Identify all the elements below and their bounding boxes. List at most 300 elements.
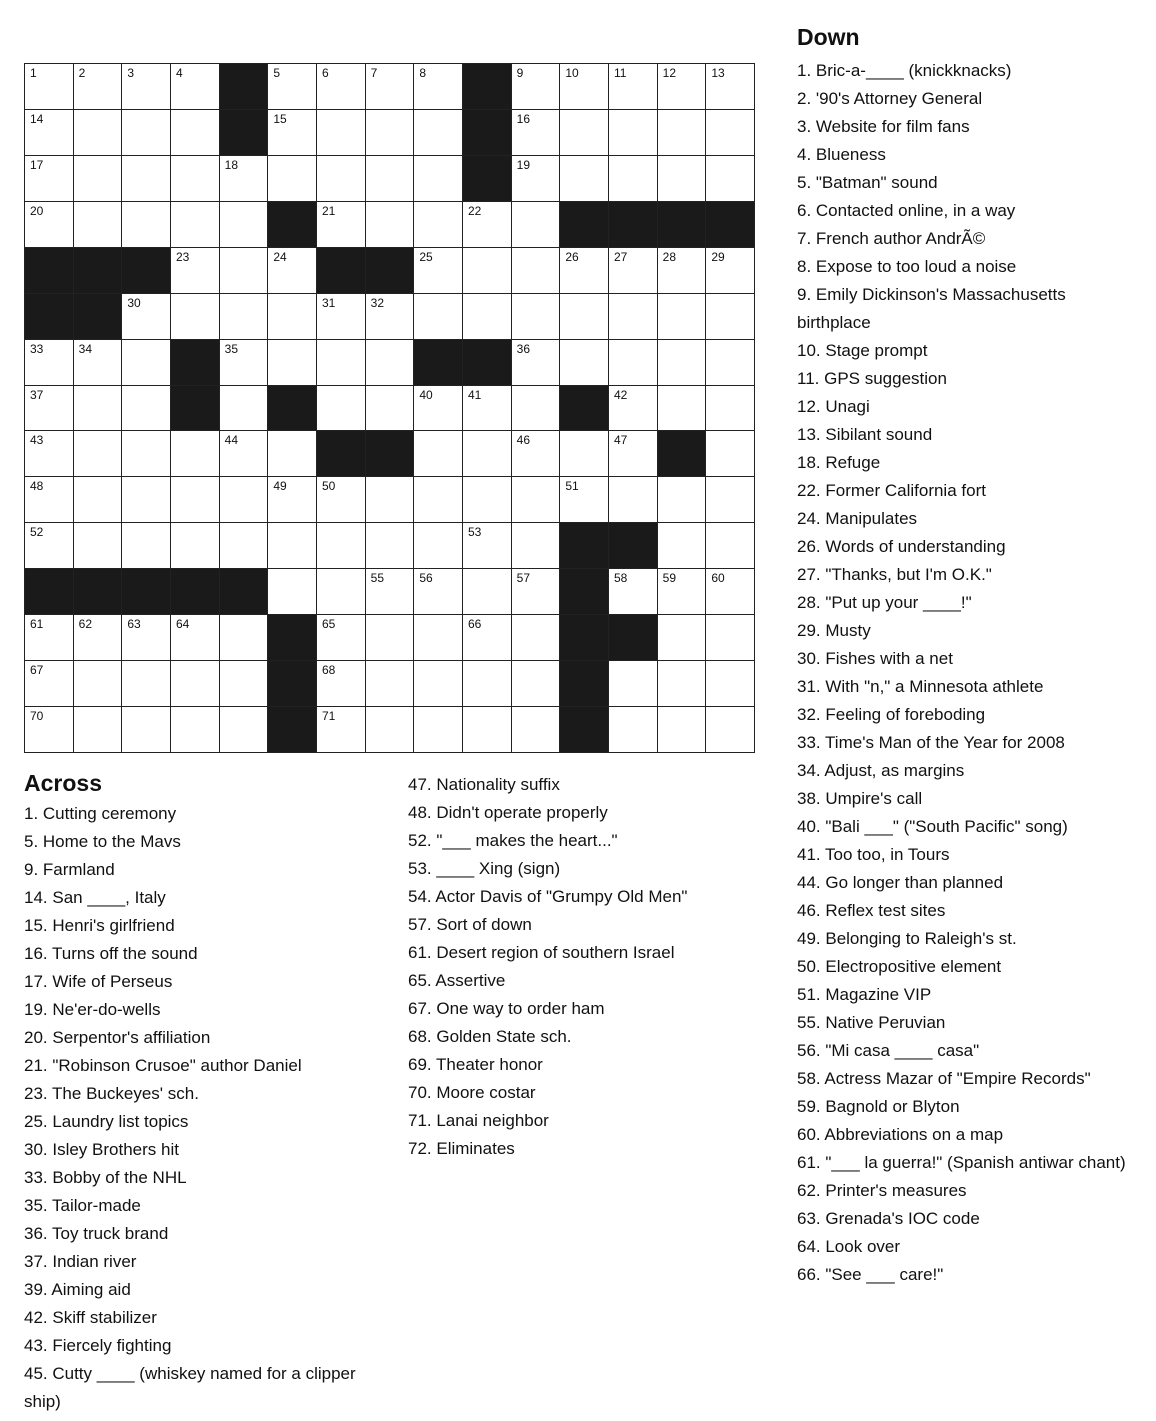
grid-cell[interactable] bbox=[658, 110, 707, 156]
grid-cell[interactable] bbox=[658, 386, 707, 432]
grid-cell[interactable] bbox=[366, 340, 415, 386]
grid-cell[interactable] bbox=[268, 64, 317, 110]
grid-cell[interactable] bbox=[122, 661, 171, 707]
crossword-grid bbox=[24, 63, 755, 753]
cell-number: 44 bbox=[224, 433, 239, 448]
black-square bbox=[220, 110, 269, 156]
black-square bbox=[463, 64, 512, 110]
grid-cell[interactable] bbox=[317, 202, 366, 248]
black-square bbox=[268, 615, 317, 661]
grid-cell[interactable] bbox=[171, 202, 220, 248]
grid-cell[interactable] bbox=[366, 523, 415, 569]
clue-item: 64. Look over bbox=[797, 1237, 901, 1256]
grid-cell[interactable] bbox=[414, 202, 463, 248]
grid-cell[interactable] bbox=[512, 156, 561, 202]
grid-cell[interactable] bbox=[706, 294, 755, 340]
grid-cell[interactable] bbox=[317, 156, 366, 202]
grid-cell[interactable] bbox=[74, 340, 123, 386]
grid-cell[interactable] bbox=[512, 294, 561, 340]
black-square bbox=[171, 569, 220, 615]
grid-cell[interactable] bbox=[74, 707, 123, 753]
grid-cell[interactable] bbox=[560, 156, 609, 202]
cell-number: 51 bbox=[565, 479, 579, 494]
grid-cell[interactable] bbox=[560, 294, 609, 340]
grid-cell[interactable] bbox=[220, 615, 269, 661]
down-heading: Down bbox=[797, 24, 860, 50]
clue-item: 21. "Robinson Crusoe" author Daniel bbox=[24, 1056, 302, 1075]
grid-cell[interactable] bbox=[317, 340, 366, 386]
clue-item: 17. Wife of Perseus bbox=[24, 972, 173, 991]
cell-number: 11 bbox=[614, 66, 627, 80]
grid-cell[interactable] bbox=[171, 707, 220, 753]
grid-cell[interactable] bbox=[609, 110, 658, 156]
clue-item: 53. ____ Xing (sign) bbox=[408, 859, 561, 878]
grid-cell[interactable] bbox=[609, 340, 658, 386]
grid-cell[interactable] bbox=[25, 477, 74, 523]
grid-cell[interactable] bbox=[658, 156, 707, 202]
grid-cell[interactable] bbox=[366, 477, 415, 523]
clue-item: 10. Stage prompt bbox=[797, 341, 928, 360]
grid-cell[interactable] bbox=[366, 110, 415, 156]
grid-cell[interactable] bbox=[414, 248, 463, 294]
grid-cell[interactable] bbox=[414, 523, 463, 569]
grid-cell[interactable] bbox=[414, 569, 463, 615]
grid-cell[interactable] bbox=[463, 707, 512, 753]
grid-cell[interactable] bbox=[463, 248, 512, 294]
clue-item: 7. French author AndrÃ© bbox=[797, 229, 986, 248]
grid-cell[interactable] bbox=[268, 431, 317, 477]
black-square bbox=[171, 340, 220, 386]
grid-cell[interactable] bbox=[220, 477, 269, 523]
grid-cell[interactable] bbox=[25, 156, 74, 202]
black-square bbox=[25, 248, 74, 294]
grid-cell[interactable] bbox=[171, 477, 220, 523]
cell-number: 4 bbox=[176, 66, 183, 80]
grid-cell[interactable] bbox=[25, 707, 74, 753]
grid-cell[interactable] bbox=[268, 294, 317, 340]
grid-cell[interactable] bbox=[220, 661, 269, 707]
clue-item: 35. Tailor-made bbox=[24, 1196, 141, 1215]
black-square bbox=[560, 707, 609, 753]
grid-cell[interactable] bbox=[25, 110, 74, 156]
black-square bbox=[317, 431, 366, 477]
grid-cell[interactable] bbox=[560, 340, 609, 386]
cell-number: 65 bbox=[322, 617, 336, 632]
grid-cell[interactable] bbox=[268, 569, 317, 615]
clue-item: 43. Fiercely fighting bbox=[24, 1336, 172, 1355]
black-square bbox=[414, 340, 463, 386]
clue-item: 25. Laundry list topics bbox=[24, 1112, 189, 1131]
grid-cell[interactable] bbox=[366, 569, 415, 615]
black-square bbox=[366, 431, 415, 477]
grid-cell[interactable] bbox=[463, 202, 512, 248]
black-square bbox=[74, 569, 123, 615]
grid-cell[interactable] bbox=[609, 661, 658, 707]
grid-cell[interactable] bbox=[706, 156, 755, 202]
grid-cell[interactable] bbox=[658, 615, 707, 661]
cell-number: 52 bbox=[30, 525, 44, 540]
grid-cell[interactable] bbox=[74, 523, 123, 569]
grid-cell[interactable] bbox=[74, 156, 123, 202]
clue-item: 33. Bobby of the NHL bbox=[24, 1168, 187, 1187]
grid-cell[interactable] bbox=[658, 569, 707, 615]
clue-item: 19. Ne'er-do-wells bbox=[24, 1000, 161, 1019]
clue-item: 14. San ____, Italy bbox=[24, 888, 166, 907]
grid-cell[interactable] bbox=[74, 431, 123, 477]
grid-cell[interactable] bbox=[317, 110, 366, 156]
grid-cell[interactable] bbox=[414, 110, 463, 156]
clue-item: 47. Nationality suffix bbox=[408, 775, 560, 794]
grid-cell[interactable] bbox=[512, 64, 561, 110]
grid-cell[interactable] bbox=[25, 386, 74, 432]
grid-cell[interactable] bbox=[171, 156, 220, 202]
grid-cell[interactable] bbox=[560, 431, 609, 477]
grid-cell[interactable] bbox=[463, 294, 512, 340]
grid-cell[interactable] bbox=[609, 64, 658, 110]
grid-cell[interactable] bbox=[512, 523, 561, 569]
grid-cell[interactable] bbox=[122, 615, 171, 661]
cell-number: 50 bbox=[322, 479, 336, 494]
grid-cell[interactable] bbox=[74, 661, 123, 707]
grid-cell[interactable] bbox=[366, 661, 415, 707]
grid-cell[interactable] bbox=[463, 523, 512, 569]
clue-item: 32. Feeling of foreboding bbox=[797, 705, 986, 724]
grid-cell[interactable] bbox=[220, 431, 269, 477]
grid-cell[interactable] bbox=[706, 386, 755, 432]
grid-cell[interactable] bbox=[122, 156, 171, 202]
cell-number: 24 bbox=[273, 249, 287, 264]
grid-cell[interactable] bbox=[366, 202, 415, 248]
clue-item: 20. Serpentor's affiliation bbox=[24, 1028, 211, 1047]
grid-cell[interactable] bbox=[658, 707, 707, 753]
grid-cell[interactable] bbox=[463, 615, 512, 661]
grid-cell[interactable] bbox=[366, 294, 415, 340]
grid-cell[interactable] bbox=[122, 431, 171, 477]
grid-cell[interactable] bbox=[706, 661, 755, 707]
grid-cell[interactable] bbox=[658, 248, 707, 294]
cell-number: 33 bbox=[30, 341, 44, 356]
grid-cell[interactable] bbox=[171, 248, 220, 294]
grid-cell[interactable] bbox=[317, 707, 366, 753]
grid-cell[interactable] bbox=[609, 707, 658, 753]
grid-cell[interactable] bbox=[609, 431, 658, 477]
cell-number: 40 bbox=[419, 387, 433, 402]
black-square bbox=[268, 386, 317, 432]
grid-cell[interactable] bbox=[268, 477, 317, 523]
grid-cell[interactable] bbox=[268, 523, 317, 569]
grid-cell[interactable] bbox=[706, 523, 755, 569]
grid-cell[interactable] bbox=[414, 661, 463, 707]
grid-cell[interactable] bbox=[512, 110, 561, 156]
grid-cell[interactable] bbox=[220, 202, 269, 248]
grid-cell[interactable] bbox=[414, 156, 463, 202]
clue-item: 30. Isley Brothers hit bbox=[24, 1140, 179, 1159]
clue-item: 71. Lanai neighbor bbox=[408, 1111, 549, 1130]
grid-cell[interactable] bbox=[658, 477, 707, 523]
clue-item: 56. "Mi casa ____ casa" bbox=[797, 1041, 980, 1060]
grid-cell[interactable] bbox=[25, 202, 74, 248]
cell-number: 7 bbox=[370, 66, 378, 80]
cell-number: 27 bbox=[614, 249, 628, 264]
grid-cell[interactable] bbox=[317, 523, 366, 569]
grid-cell[interactable] bbox=[560, 248, 609, 294]
grid-cell[interactable] bbox=[317, 294, 366, 340]
grid-cell[interactable] bbox=[25, 431, 74, 477]
grid-cell[interactable] bbox=[512, 340, 561, 386]
grid-cell[interactable] bbox=[366, 386, 415, 432]
cell-number: 59 bbox=[662, 571, 677, 586]
grid-cell[interactable] bbox=[512, 477, 561, 523]
grid-cell[interactable] bbox=[560, 110, 609, 156]
cell-number: 57 bbox=[516, 571, 531, 586]
clue-item: 15. Henri's girlfriend bbox=[24, 916, 175, 935]
cell-number: 30 bbox=[127, 295, 141, 310]
clue-item: 65. Assertive bbox=[408, 971, 506, 990]
grid-cell[interactable] bbox=[512, 707, 561, 753]
grid-cell[interactable] bbox=[414, 477, 463, 523]
grid-cell[interactable] bbox=[268, 156, 317, 202]
grid-cell[interactable] bbox=[414, 615, 463, 661]
black-square bbox=[25, 294, 74, 340]
clue-item: 2. '90's Attorney General bbox=[797, 89, 983, 108]
cell-number: 14 bbox=[30, 111, 44, 126]
clue-item: 5. Home to the Mavs bbox=[24, 832, 181, 851]
clue-item: 11. GPS suggestion bbox=[797, 369, 947, 388]
grid-cell[interactable] bbox=[463, 477, 512, 523]
grid-cell[interactable] bbox=[220, 340, 269, 386]
grid-cell[interactable] bbox=[463, 661, 512, 707]
grid-cell[interactable] bbox=[706, 707, 755, 753]
grid-cell[interactable] bbox=[317, 386, 366, 432]
grid-cell[interactable] bbox=[317, 615, 366, 661]
grid-cell[interactable] bbox=[122, 523, 171, 569]
grid-cell[interactable] bbox=[414, 431, 463, 477]
grid-cell[interactable] bbox=[560, 64, 609, 110]
grid-cell[interactable] bbox=[25, 615, 74, 661]
grid-cell[interactable] bbox=[658, 294, 707, 340]
grid-cell[interactable] bbox=[512, 202, 561, 248]
black-square bbox=[560, 661, 609, 707]
grid-cell[interactable] bbox=[414, 64, 463, 110]
cell-number: 21 bbox=[322, 203, 336, 218]
grid-cell[interactable] bbox=[512, 615, 561, 661]
clue-item: 30. Fishes with a net bbox=[797, 649, 953, 668]
grid-cell[interactable] bbox=[706, 340, 755, 386]
clue-item: 72. Eliminates bbox=[408, 1139, 515, 1158]
grid-cell[interactable] bbox=[25, 661, 74, 707]
grid-cell[interactable] bbox=[220, 707, 269, 753]
grid-cell[interactable] bbox=[706, 110, 755, 156]
grid-cell[interactable] bbox=[74, 386, 123, 432]
black-square bbox=[560, 202, 609, 248]
across-clue-list-column-1 bbox=[24, 800, 364, 1416]
cell-number: 48 bbox=[30, 479, 44, 494]
cell-number: 37 bbox=[30, 387, 44, 402]
grid-cell[interactable] bbox=[171, 523, 220, 569]
grid-cell[interactable] bbox=[171, 431, 220, 477]
cell-number: 6 bbox=[322, 66, 329, 80]
black-square bbox=[609, 615, 658, 661]
grid-cell[interactable] bbox=[658, 340, 707, 386]
grid-cell[interactable] bbox=[74, 64, 123, 110]
clue-item: 29. Musty bbox=[797, 621, 871, 640]
grid-cell[interactable] bbox=[366, 64, 415, 110]
grid-cell[interactable] bbox=[122, 707, 171, 753]
clue-item: 69. Theater honor bbox=[408, 1055, 543, 1074]
grid-cell[interactable] bbox=[658, 523, 707, 569]
black-square bbox=[609, 523, 658, 569]
cell-number: 32 bbox=[370, 295, 385, 310]
grid-cell[interactable] bbox=[74, 202, 123, 248]
clue-item: 66. "See ___ care!" bbox=[797, 1265, 944, 1284]
grid-cell[interactable] bbox=[609, 477, 658, 523]
grid-cell[interactable] bbox=[414, 294, 463, 340]
clue-item: 13. Sibilant sound bbox=[797, 425, 933, 444]
grid-cell[interactable] bbox=[366, 156, 415, 202]
grid-cell[interactable] bbox=[512, 569, 561, 615]
grid-cell[interactable] bbox=[25, 340, 74, 386]
grid-cell[interactable] bbox=[317, 64, 366, 110]
grid-cell[interactable] bbox=[512, 386, 561, 432]
clue-item: 9. Farmland bbox=[24, 860, 115, 879]
grid-cell[interactable] bbox=[366, 615, 415, 661]
cell-number: 70 bbox=[30, 709, 44, 724]
clue-item: 31. With "n," a Minnesota athlete bbox=[797, 677, 1044, 696]
clue-item: 55. Native Peruvian bbox=[797, 1013, 946, 1032]
grid-cell[interactable] bbox=[220, 294, 269, 340]
grid-cell[interactable] bbox=[220, 248, 269, 294]
cell-number: 1 bbox=[30, 66, 37, 80]
grid-cell[interactable] bbox=[609, 569, 658, 615]
grid-cell[interactable] bbox=[171, 661, 220, 707]
grid-cell[interactable] bbox=[122, 294, 171, 340]
grid-cell[interactable] bbox=[414, 386, 463, 432]
grid-cell[interactable] bbox=[609, 294, 658, 340]
grid-cell[interactable] bbox=[122, 64, 171, 110]
cell-number: 62 bbox=[78, 617, 93, 632]
grid-cell[interactable] bbox=[512, 661, 561, 707]
clue-item: 41. Too too, in Tours bbox=[797, 845, 950, 864]
clue-item: 23. The Buckeyes' sch. bbox=[24, 1084, 199, 1103]
grid-cell[interactable] bbox=[414, 707, 463, 753]
grid-cell[interactable] bbox=[609, 248, 658, 294]
grid-cell[interactable] bbox=[366, 707, 415, 753]
grid-cell[interactable] bbox=[25, 523, 74, 569]
grid-cell[interactable] bbox=[268, 110, 317, 156]
cell-number: 46 bbox=[516, 433, 531, 448]
black-square bbox=[268, 661, 317, 707]
clue-item: 34. Adjust, as margins bbox=[797, 761, 965, 780]
cell-number: 53 bbox=[468, 525, 482, 540]
grid-cell[interactable] bbox=[171, 294, 220, 340]
black-square bbox=[220, 64, 269, 110]
grid-cell[interactable] bbox=[609, 386, 658, 432]
clue-item: 63. Grenada's IOC code bbox=[797, 1209, 980, 1228]
grid-cell[interactable] bbox=[609, 156, 658, 202]
cell-number: 55 bbox=[370, 571, 385, 586]
cell-number: 58 bbox=[614, 571, 628, 586]
clue-item: 4. Blueness bbox=[797, 145, 886, 164]
cell-number: 9 bbox=[516, 66, 524, 80]
grid-cell[interactable] bbox=[463, 431, 512, 477]
clue-item: 8. Expose to too loud a noise bbox=[797, 257, 1017, 276]
grid-cell[interactable] bbox=[171, 110, 220, 156]
clue-item: 1. Bric-a-____ (knickknacks) bbox=[797, 61, 1012, 80]
cell-number: 10 bbox=[565, 66, 579, 80]
grid-cell[interactable] bbox=[560, 477, 609, 523]
grid-cell[interactable] bbox=[512, 431, 561, 477]
grid-cell[interactable] bbox=[74, 615, 123, 661]
clue-item: 6. Contacted online, in a way bbox=[797, 201, 1016, 220]
grid-cell[interactable] bbox=[317, 661, 366, 707]
grid-cell[interactable] bbox=[74, 110, 123, 156]
grid-cell[interactable] bbox=[706, 64, 755, 110]
grid-cell[interactable] bbox=[512, 248, 561, 294]
grid-cell[interactable] bbox=[658, 64, 707, 110]
grid-cell[interactable] bbox=[220, 156, 269, 202]
clue-item: 26. Words of understanding bbox=[797, 537, 1006, 556]
grid-cell[interactable] bbox=[706, 615, 755, 661]
grid-cell[interactable] bbox=[658, 661, 707, 707]
grid-cell[interactable] bbox=[463, 386, 512, 432]
grid-cell[interactable] bbox=[122, 386, 171, 432]
cell-number: 25 bbox=[419, 249, 433, 264]
grid-cell[interactable] bbox=[171, 615, 220, 661]
clue-item: 45. Cutty ____ (whiskey named for a clipper ship) bbox=[24, 1364, 356, 1411]
clue-item: 60. Abbreviations on a map bbox=[797, 1125, 1004, 1144]
grid-cell[interactable] bbox=[706, 431, 755, 477]
grid-cell[interactable] bbox=[122, 202, 171, 248]
clue-item: 51. Magazine VIP bbox=[797, 985, 932, 1004]
grid-cell[interactable] bbox=[220, 386, 269, 432]
grid-cell[interactable] bbox=[122, 477, 171, 523]
grid-cell[interactable] bbox=[706, 477, 755, 523]
grid-cell[interactable] bbox=[220, 523, 269, 569]
clue-item: 52. "___ makes the heart..." bbox=[408, 831, 618, 850]
cell-number: 16 bbox=[516, 111, 531, 126]
black-square bbox=[463, 110, 512, 156]
grid-cell[interactable] bbox=[268, 340, 317, 386]
grid-cell[interactable] bbox=[25, 64, 74, 110]
black-square bbox=[560, 386, 609, 432]
clue-item: 33. Time's Man of the Year for 2008 bbox=[797, 733, 1065, 752]
cell-number: 63 bbox=[127, 617, 141, 632]
cell-number: 60 bbox=[711, 571, 725, 586]
black-square bbox=[122, 569, 171, 615]
grid-cell[interactable] bbox=[706, 569, 755, 615]
grid-cell[interactable] bbox=[171, 64, 220, 110]
cell-number: 47 bbox=[614, 433, 628, 448]
clue-item: 42. Skiff stabilizer bbox=[24, 1308, 157, 1327]
grid-cell[interactable] bbox=[268, 248, 317, 294]
black-square bbox=[220, 569, 269, 615]
grid-cell[interactable] bbox=[122, 110, 171, 156]
clue-item: 49. Belonging to Raleigh's st. bbox=[797, 929, 1017, 948]
grid-cell[interactable] bbox=[317, 569, 366, 615]
grid-cell[interactable] bbox=[317, 477, 366, 523]
cell-number: 18 bbox=[224, 157, 239, 172]
grid-cell[interactable] bbox=[74, 477, 123, 523]
cell-number: 31 bbox=[322, 295, 336, 310]
black-square bbox=[560, 615, 609, 661]
grid-cell[interactable] bbox=[463, 569, 512, 615]
grid-cell[interactable] bbox=[706, 248, 755, 294]
grid-cell[interactable] bbox=[122, 340, 171, 386]
cell-number: 29 bbox=[711, 249, 725, 264]
cell-number: 26 bbox=[565, 249, 579, 264]
clue-item: 18. Refuge bbox=[797, 453, 881, 472]
clue-item: 67. One way to order ham bbox=[408, 999, 605, 1018]
